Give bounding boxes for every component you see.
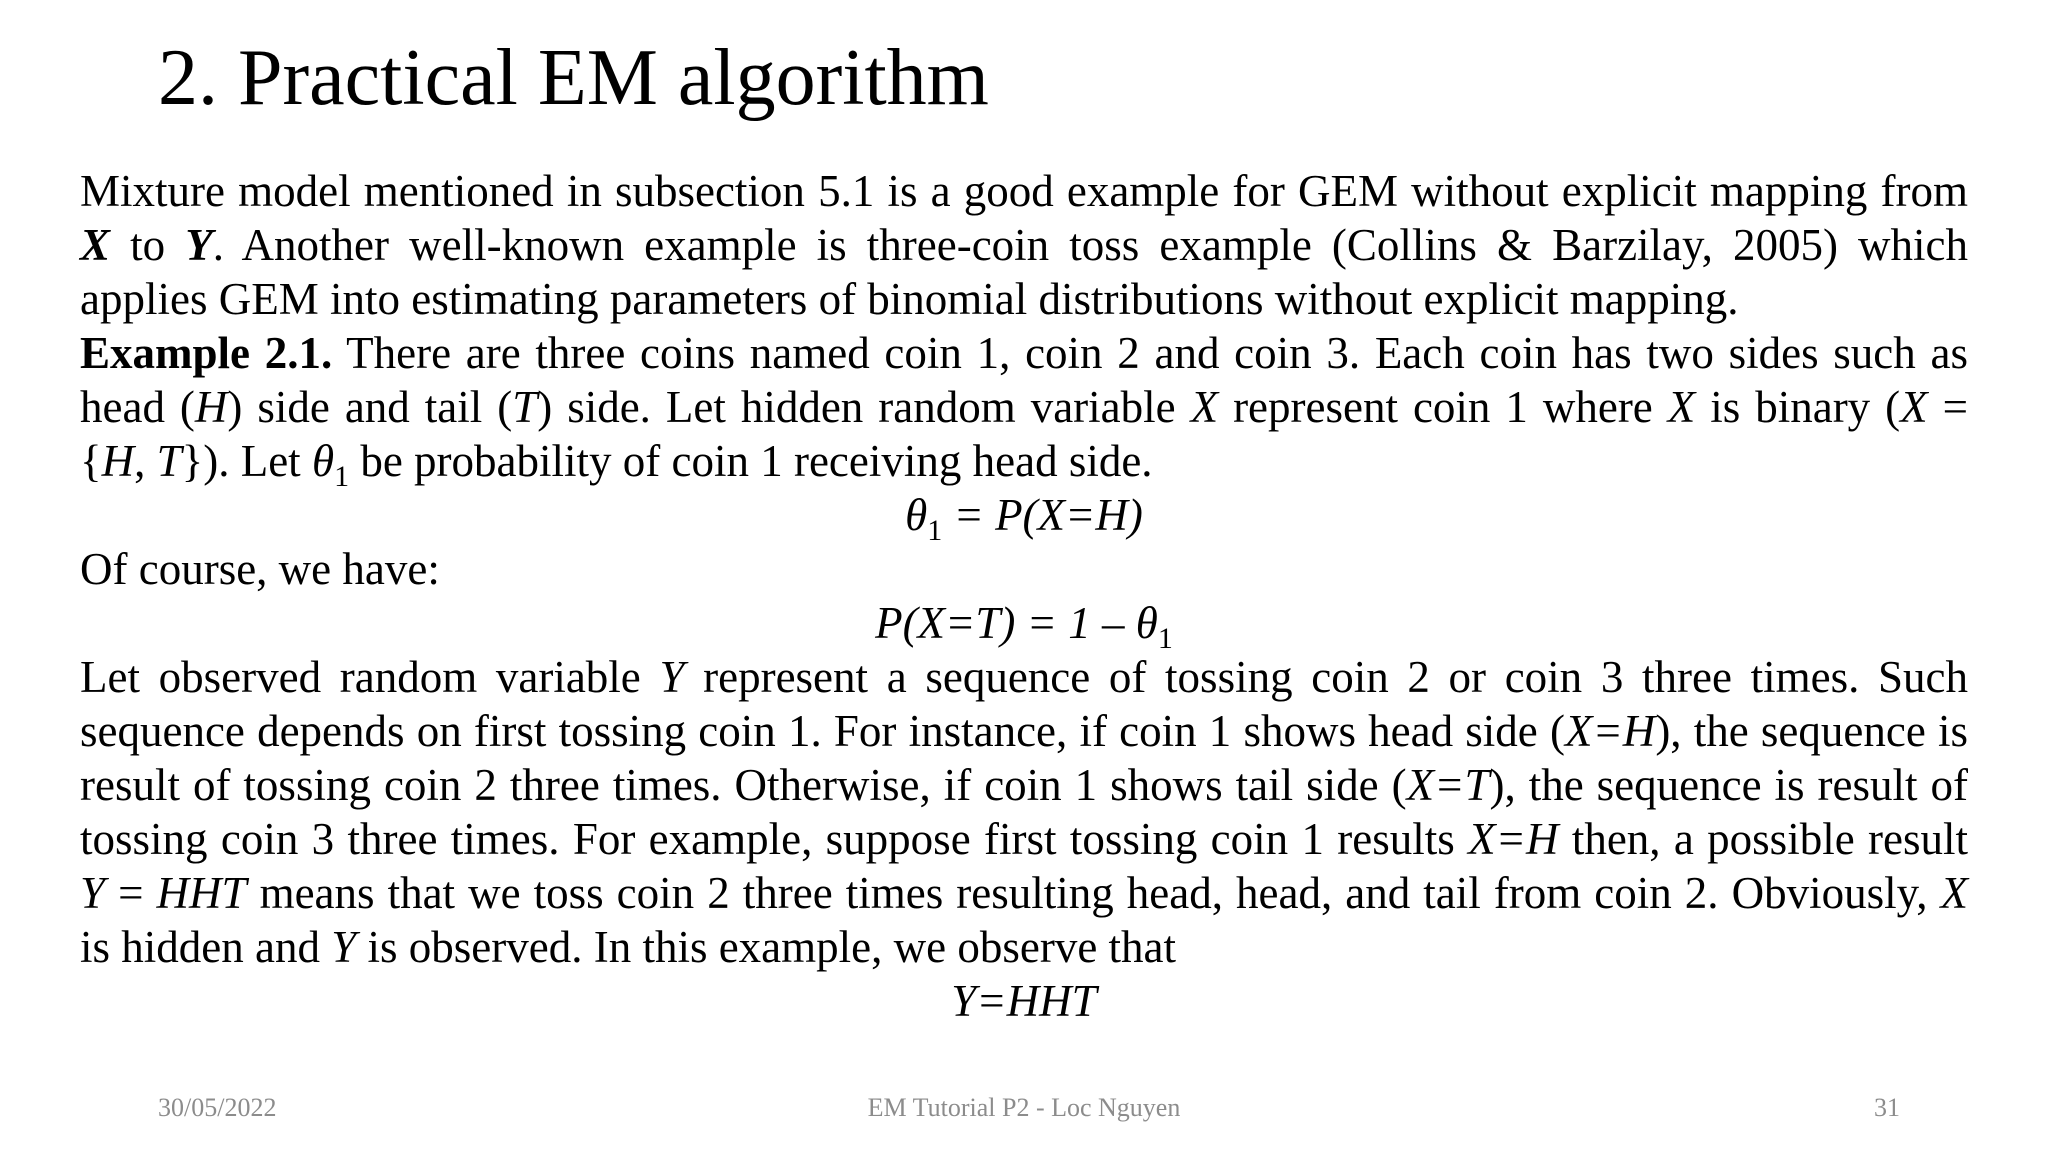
equation-theta: $\theta_1 = P(X=H)$ bbox=[905, 490, 1143, 547]
paragraph-example: Example 2.1. There are three coins named coin 1, coin 2 and coin 3. Each coin has two sides such as head (H) side and tail (T) side. Let hidden random variable X represent coin 1 where X is binary (X = {H, T}). Let $\theta_1$ be probability of coin 1 receiving head side. bbox=[80, 328, 1968, 493]
equation-complement: $P(X=T) = 1 - \theta_1$ bbox=[875, 598, 1173, 655]
example-label: Example 2.1. bbox=[80, 328, 333, 378]
equation-observation: Y=HHT bbox=[951, 976, 1097, 1026]
page-number: 31 bbox=[1874, 1093, 1900, 1122]
paragraph-of-course: Of course, we have: bbox=[80, 544, 440, 594]
footer-date: 30/05/2022 bbox=[158, 1093, 277, 1122]
paragraph-intro: Mixture model mentioned in subsection 5.1 is a good example for GEM without explicit mapping from X to Y. Another well-known example is three-coin toss example (Collins & Barzilay, 2005) which applies GEM into estimating parameters of binomial distributions without explicit mapping. bbox=[80, 166, 1968, 324]
paragraph-observed: Let observed random variable Y represent a sequence of tossing coin 2 or coin 3 three times. Such sequence depends on first tossing coin 1. For instance, if coin 1 shows head side (X=H), the sequence is result of tossing coin 2 three times. Otherwise, if coin 1 shows tail side (X=T), the sequence is result of tossing coin 3 three times. For example, suppose first tossing coin 1 results X=H then, a possible result Y = HHT means that we toss coin 2 three times resulting head, head, and tail from coin 2. Obviously, X is hidden and Y is observed. In this example, we observe that bbox=[80, 652, 1969, 972]
slide-title: 2. Practical EM algorithm bbox=[158, 34, 989, 122]
footer-title: EM Tutorial P2 - Loc Nguyen bbox=[867, 1093, 1181, 1122]
slide-body bbox=[80, 164, 1968, 1028]
